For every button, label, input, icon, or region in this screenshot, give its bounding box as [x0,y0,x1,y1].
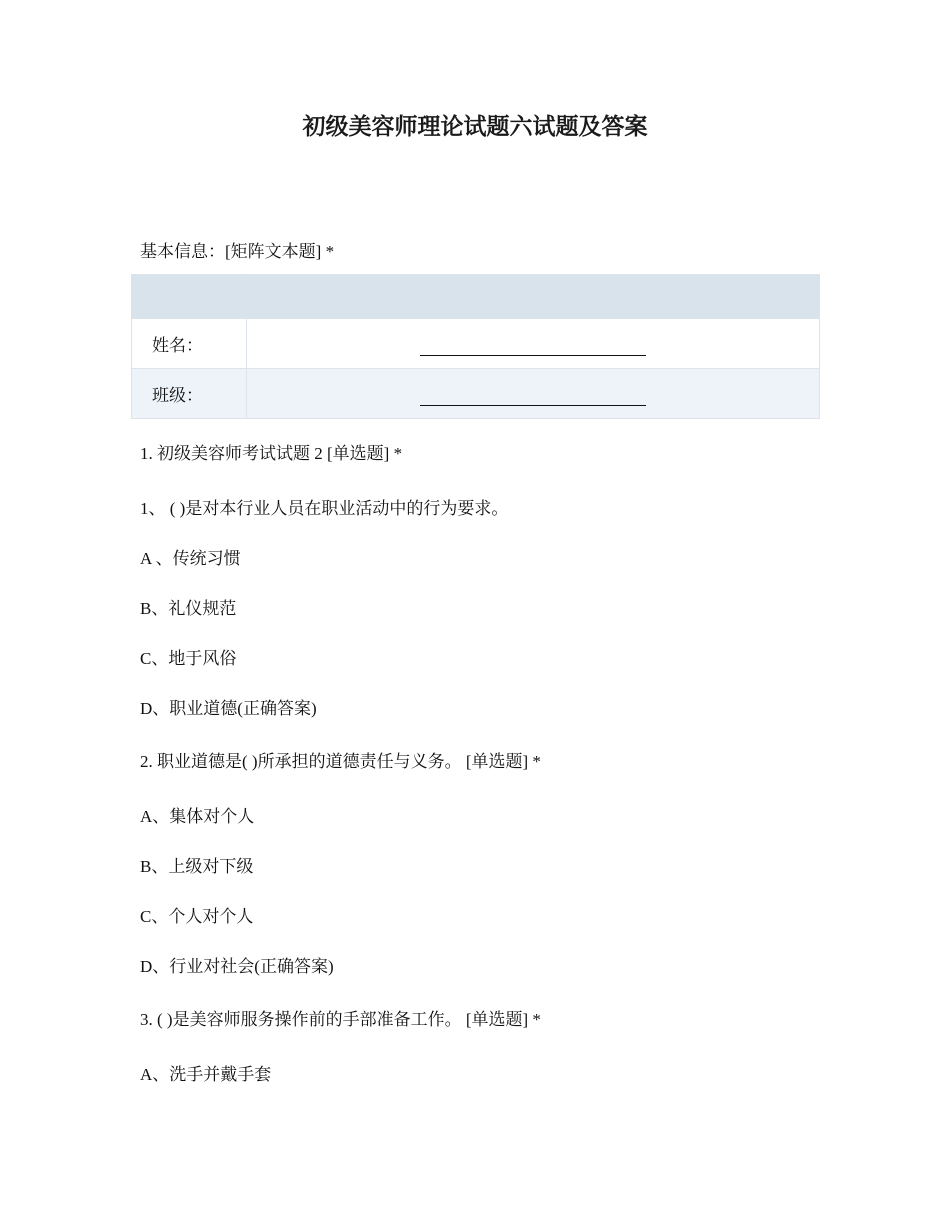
name-label: 姓名： [132,319,247,369]
q2-option-d[interactable]: D、行业对社会(正确答案) [140,957,334,976]
q3-heading: 3. ( )是美容师服务操作前的手部准备工作。 [单选题] * [140,1010,541,1029]
matrix-row-class [132,369,820,419]
q1-heading: 1. 初级美容师考试试题 2 [单选题] * [140,444,403,463]
class-field[interactable] [247,369,820,419]
q2-option-b[interactable]: B、上级对下级 [140,857,254,876]
matrix-row-name [132,319,820,369]
class-blank-line[interactable] [420,387,646,406]
q3-option-a[interactable]: A、洗手并戴手套 [140,1065,272,1084]
name-blank-line[interactable] [420,337,646,356]
q1-stem: 1、 ( )是对本行业人员在职业活动中的行为要求。 [140,499,509,518]
basic-info-label: 基本信息：[矩阵文本题] * [140,242,335,261]
q1-option-a[interactable]: A 、传统习惯 [140,549,241,568]
matrix-header-cell [247,275,820,319]
name-field[interactable] [247,319,820,369]
q2-option-c[interactable]: C、个人对个人 [140,907,254,926]
q1-option-d[interactable]: D、职业道德(正确答案) [140,699,317,718]
class-label: 班级： [132,369,247,419]
q1-option-c[interactable]: C、地于风俗 [140,649,237,668]
q2-heading: 2. 职业道德是( )所承担的道德责任与义务。 [单选题] * [140,752,541,771]
q2-option-a[interactable]: A、集体对个人 [140,807,255,826]
matrix-header-row [132,275,820,319]
q1-option-b[interactable]: B、礼仪规范 [140,599,237,618]
basic-info-matrix [131,274,820,419]
matrix-header-cell [132,275,247,319]
document-title: 初级美容师理论试题六试题及答案 [302,114,648,139]
